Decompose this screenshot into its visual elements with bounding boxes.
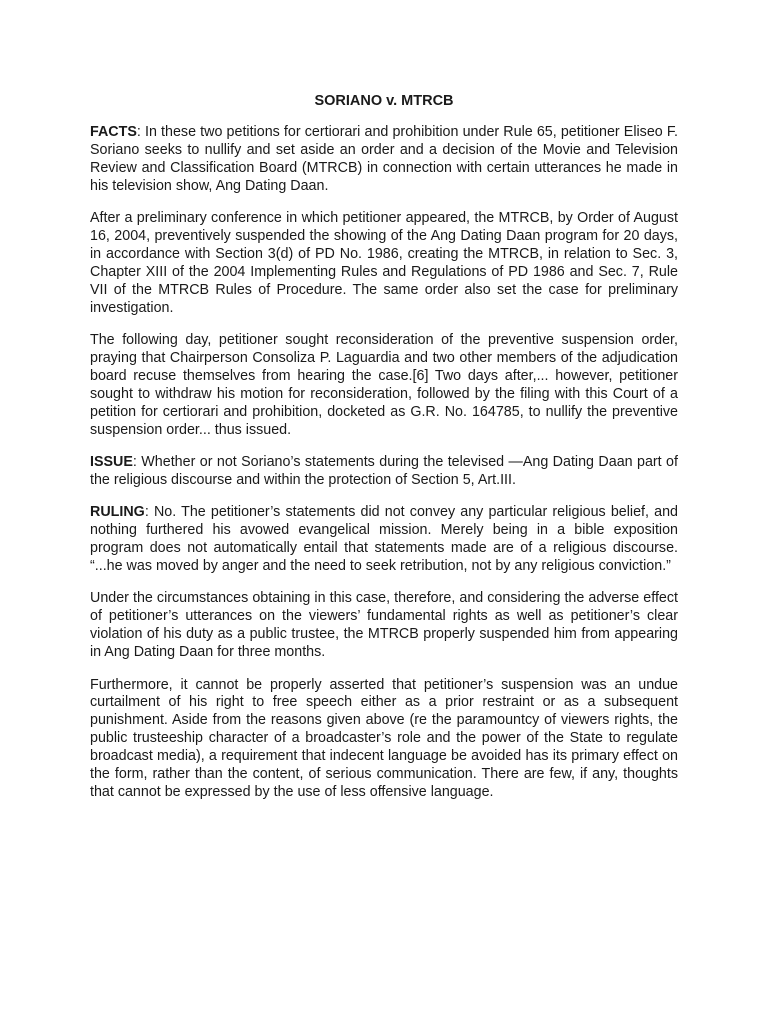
free-speech-paragraph: Furthermore, it cannot be properly asserted that petitioner’s suspension was an undue curtailment of his right to free speech either as a prior restraint or as a subsequent punishment. Aside from the reasons given above (re the paramountcy of viewers rights, the public trusteeship character of a broadcaster’s role and the power of the State to regulate broadcast media), a requirement that indecent language be avoided has its primary effect on the form, rather than the content, of serious communication. There are few, if any, thoughts that cannot be expressed by the use of less offensive language.: [90, 676, 678, 800]
circumstances-paragraph: Under the circumstances obtaining in this case, therefore, and considering the adverse effect of petitioner’s utterances on the viewers’ fundamental rights as well as petitioner’s clear violation of his duty as a public trustee, the MTRCB properly suspended him from appearing in Ang Dating Daan for three months.: [90, 590, 678, 661]
issue-paragraph: [90, 454, 678, 490]
conference-paragraph: After a preliminary conference in which petitioner appeared, the MTRCB, by Order of August 16, 2004, preventively suspended the showing of the Ang Dating Daan program for 20 days, in accordance with Section 3(d) of PD No. 1986, creating the MTRCB, in relation to Sec. 3, Chapter XIII of the 2004 Implementing Rules and Regulations of PD 1986 and Sec. 7, Rule VII of the MTRCB Rules of Procedure. The same order also set the case for preliminary investigation.: [90, 210, 678, 316]
facts-label: FACTS: [90, 124, 137, 140]
document-title: SORIANO v. MTRCB: [314, 93, 454, 109]
ruling-label: RULING: [90, 504, 145, 521]
ruling-text: : No. The petitioner’s statements did not convey any particular religious belief, and nothing furthered his avowed evangelical mission. Merely being in a bible exposition program does not automatically entail that statements made are of a religious discourse. “...he was moved by anger and the need to seek retribution, not by any religious conviction.”: [90, 504, 678, 575]
issue-label: ISSUE: [90, 454, 133, 470]
ruling-paragraph: [90, 504, 678, 576]
reconsideration-paragraph: The following day, petitioner sought reconsideration of the preventive suspension order, praying that Chairperson Consoliza P. Laguardia and two other members of the adjudication board recuse themselves from hearing the case.[6] Two days after,... however, petitioner sought to withdraw his motion for reconsideration, followed by the filing with this Court of a petition for certiorari and prohibition, docketed as G.R. No. 164785, to nullify the preventive suspension order... thus issued.: [90, 332, 678, 438]
facts-text: : In these two petitions for certiorari and prohibition under Rule 65, petitioner Eliseo F. Soriano seeks to nullify and set aside an order and a decision of the Movie and Television Review and Classification Board (MTRCB) in connection with certain utterances he made in his television show, Ang Dating Daan.: [90, 124, 678, 194]
issue-text: : Whether or not Soriano’s statements during the televised ―Ang Dating Daan part of the religious discourse and within the protection of Section 5, Art.III.: [90, 454, 678, 488]
document-page: [90, 92, 678, 816]
facts-paragraph: [90, 124, 678, 196]
